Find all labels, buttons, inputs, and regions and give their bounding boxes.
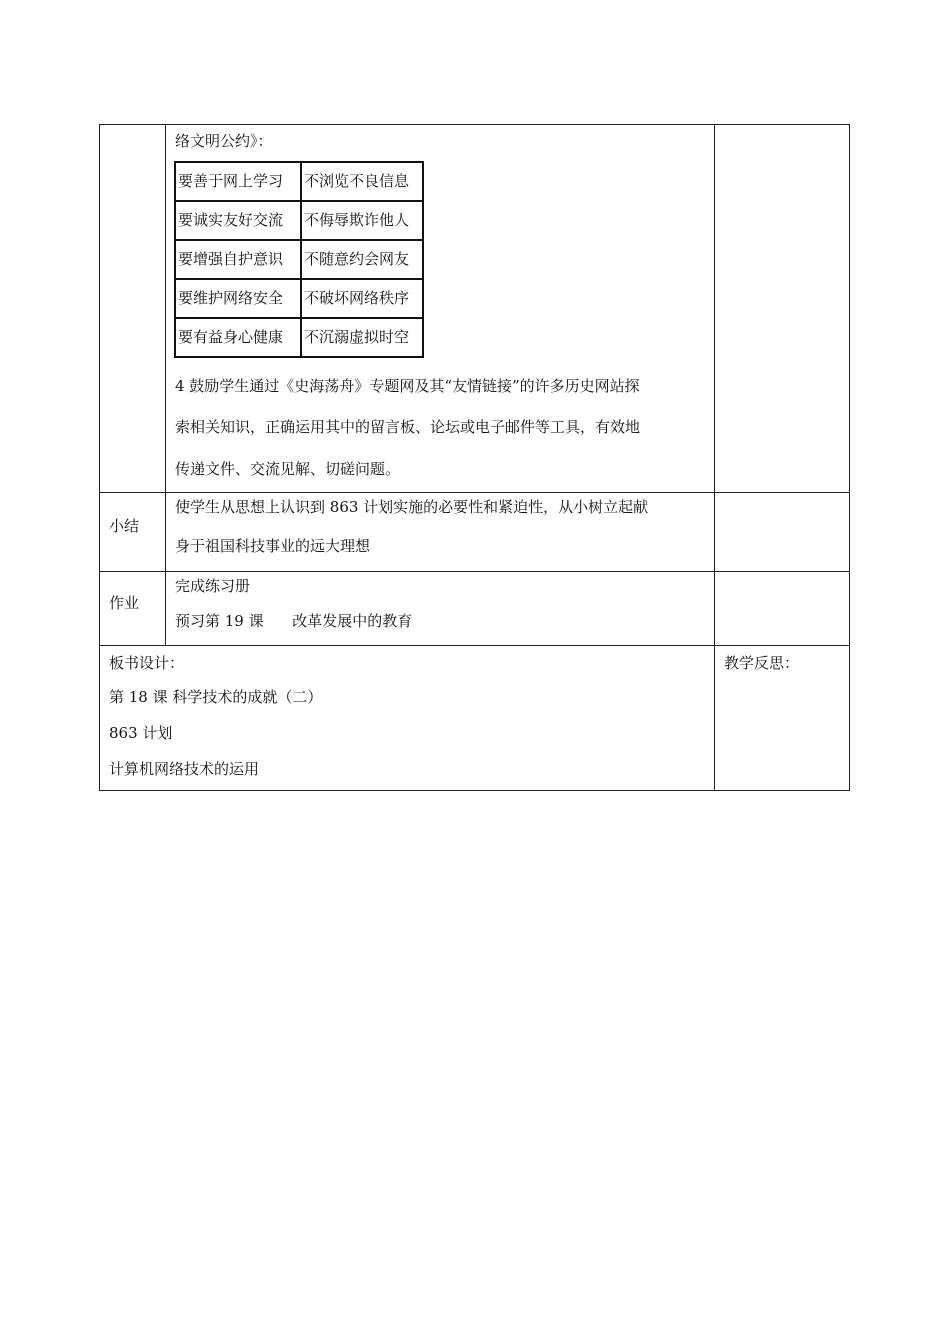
row-label-cell xyxy=(100,572,166,645)
homework-text-line: 完成练习册 xyxy=(175,577,251,595)
pact-row xyxy=(175,201,423,240)
network-civility-pact-table xyxy=(174,161,424,358)
summary-label: 小结 xyxy=(109,517,140,535)
summary-text-line: 身于祖国科技事业的远大理想 xyxy=(175,537,371,555)
pact-right-cell: 不破坏网络秩序 xyxy=(301,279,423,318)
summary-text-line: 使学生从思想上认识到 863 计划实施的必要性和紧迫性，从小树立起献 xyxy=(175,498,649,516)
notes-cell xyxy=(715,125,849,492)
homework-text-line: 预习第 19 课 改革发展中的教育 xyxy=(175,612,413,630)
board-design-line: 计算机网络技术的运用 xyxy=(109,760,260,778)
pact-left-cell: 要维护网络安全 xyxy=(175,279,301,318)
homework-content-cell xyxy=(166,572,715,645)
pact-row xyxy=(175,240,423,279)
board-design-cell xyxy=(100,646,715,790)
pact-intro-text: 络文明公约》： xyxy=(175,132,273,150)
content-cell xyxy=(166,125,715,492)
row-homework xyxy=(100,571,849,645)
lesson-plan-table xyxy=(99,124,850,791)
notes-cell xyxy=(715,493,849,571)
homework-label: 作业 xyxy=(109,594,140,612)
pact-row xyxy=(175,279,423,318)
pact-left-cell: 要有益身心健康 xyxy=(175,318,301,357)
pact-left-cell: 要诚实友好交流 xyxy=(175,201,301,240)
row-label-cell xyxy=(100,125,166,492)
pact-right-cell: 不随意约会网友 xyxy=(301,240,423,279)
notes-cell xyxy=(715,572,849,645)
activity-text-line: 4 鼓励学生通过《史海荡舟》专题网及其“友情链接”的许多历史网站探 xyxy=(175,377,640,395)
row-activities xyxy=(100,125,849,492)
pact-right-cell: 不侮辱欺诈他人 xyxy=(301,201,423,240)
summary-content-cell xyxy=(166,493,715,571)
activity-text-line: 传递文件、交流见解、切磋问题。 xyxy=(175,460,401,478)
pact-row xyxy=(175,162,423,201)
pact-right-cell: 不沉溺虚拟时空 xyxy=(301,318,423,357)
teaching-reflection-label: 教学反思： xyxy=(724,654,800,672)
row-label-cell xyxy=(100,493,166,571)
board-design-line: 863 计划 xyxy=(109,724,173,742)
board-design-title: 板书设计： xyxy=(109,654,185,672)
reflection-cell xyxy=(715,646,849,790)
pact-left-cell: 要善于网上学习 xyxy=(175,162,301,201)
row-summary xyxy=(100,492,849,571)
pact-left-cell: 要增强自护意识 xyxy=(175,240,301,279)
row-board-design xyxy=(100,645,849,790)
activity-text-line: 索相关知识，正确运用其中的留言板、论坛或电子邮件等工具，有效地 xyxy=(175,418,641,436)
pact-right-cell: 不浏览不良信息 xyxy=(301,162,423,201)
board-design-line: 第 18 课 科学技术的成就（二） xyxy=(109,688,323,706)
pact-row xyxy=(175,318,423,357)
